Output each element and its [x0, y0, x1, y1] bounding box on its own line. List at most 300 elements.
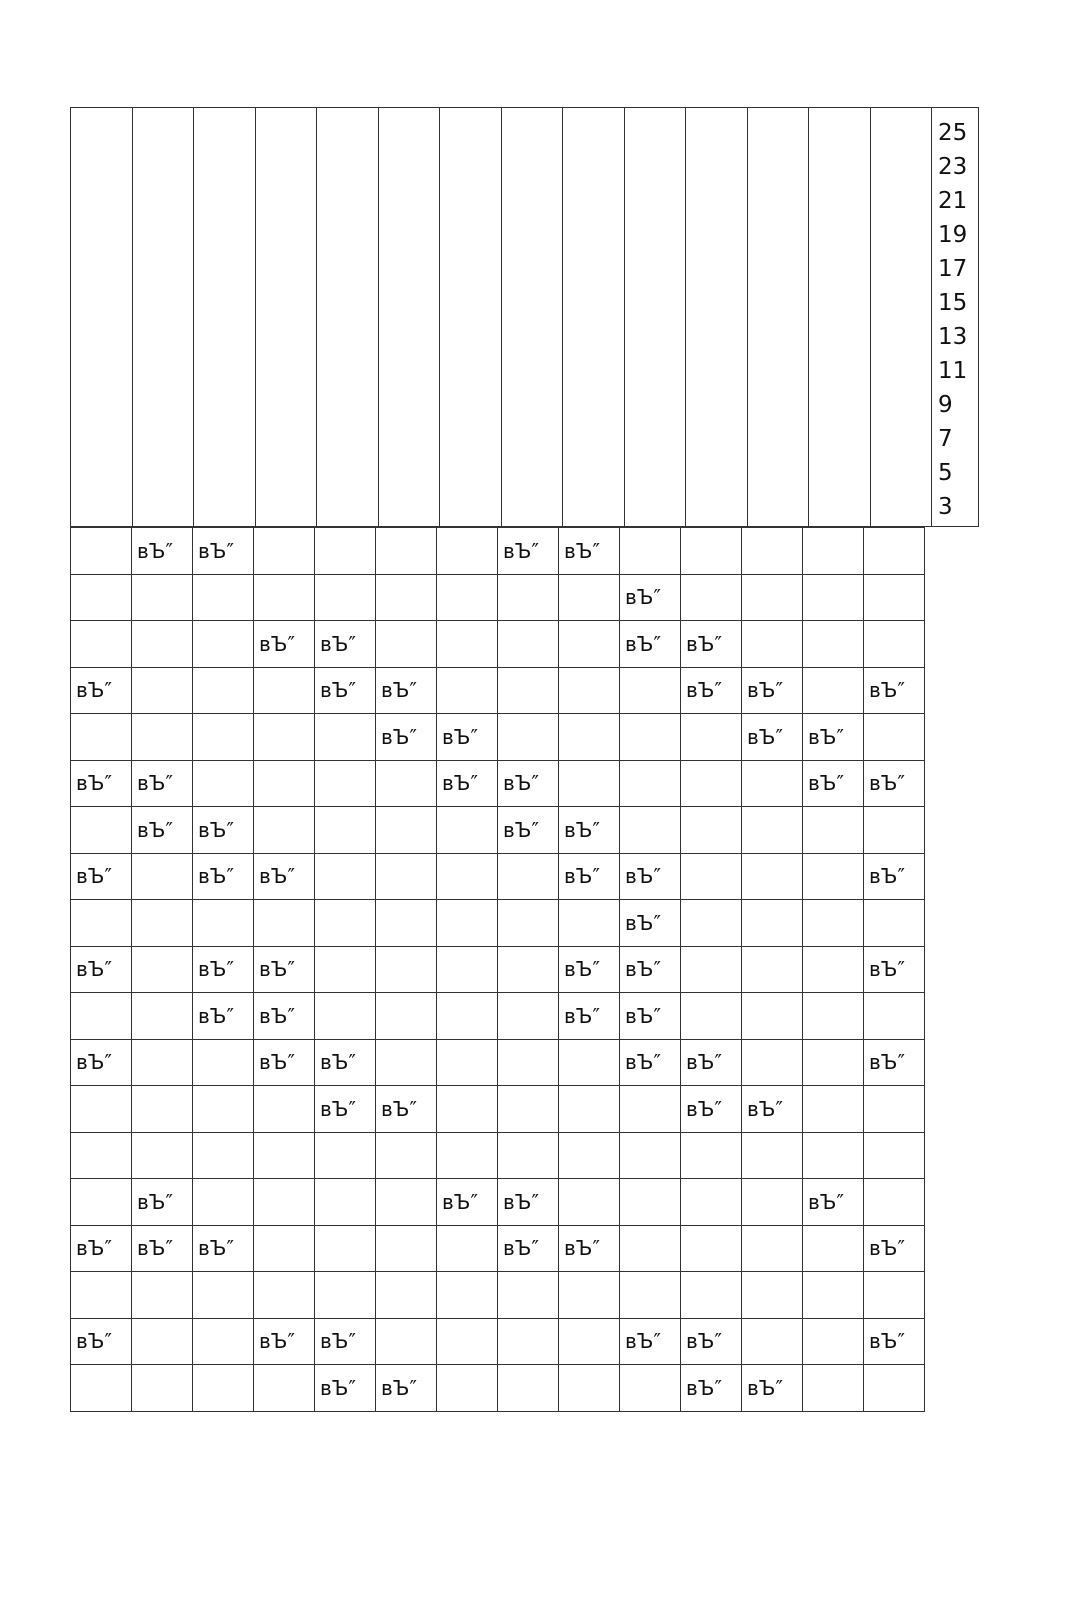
empty-cell: [620, 807, 681, 854]
empty-cell: [254, 667, 315, 714]
row-number: 5: [938, 460, 953, 486]
empty-cell: [193, 1179, 254, 1226]
pattern-grid-body: [71, 528, 925, 1412]
marked-cell: вЪ″: [315, 1365, 376, 1412]
empty-cell: [803, 1039, 864, 1086]
empty-cell: [376, 1179, 437, 1226]
marked-cell: вЪ″: [864, 1225, 925, 1272]
empty-cell: [254, 714, 315, 761]
row-number: 25: [938, 120, 968, 146]
empty-cell: [559, 714, 620, 761]
empty-cell: [254, 1365, 315, 1412]
marked-cell: вЪ″: [620, 993, 681, 1040]
row-number-cell: [932, 108, 979, 527]
empty-cell: [742, 1132, 803, 1179]
empty-cell: [132, 853, 193, 900]
empty-cell: [559, 667, 620, 714]
empty-cell: [315, 807, 376, 854]
marked-cell: вЪ″: [315, 1086, 376, 1133]
marked-cell: вЪ″: [864, 1039, 925, 1086]
empty-cell: [742, 1039, 803, 1086]
empty-cell: [71, 528, 132, 575]
empty-cell: [315, 528, 376, 575]
grid-row: [71, 1179, 925, 1226]
empty-cell: [254, 1132, 315, 1179]
empty-cell: [742, 807, 803, 854]
empty-cell: [498, 853, 559, 900]
empty-cell: [437, 667, 498, 714]
empty-cell: [376, 574, 437, 621]
empty-cell: [803, 574, 864, 621]
empty-cell: [315, 1132, 376, 1179]
row-number: 7: [938, 426, 953, 452]
empty-cell: [376, 853, 437, 900]
empty-cell: [620, 528, 681, 575]
marked-cell: вЪ″: [254, 853, 315, 900]
marked-cell: вЪ″: [132, 760, 193, 807]
empty-cell: [71, 900, 132, 947]
empty-cell: [437, 528, 498, 575]
empty-cell: [315, 714, 376, 761]
marked-cell: вЪ″: [742, 1086, 803, 1133]
empty-cell: [742, 1318, 803, 1365]
empty-cell: [193, 714, 254, 761]
marked-cell: вЪ″: [376, 1365, 437, 1412]
empty-cell: [315, 853, 376, 900]
header-blank-cell: [747, 108, 809, 527]
empty-cell: [71, 621, 132, 668]
marked-cell: вЪ″: [620, 1318, 681, 1365]
marked-cell: вЪ″: [315, 667, 376, 714]
grid-row: [71, 900, 925, 947]
empty-cell: [742, 528, 803, 575]
empty-cell: [864, 528, 925, 575]
marked-cell: вЪ″: [681, 1318, 742, 1365]
header-blank-cell: [501, 108, 563, 527]
header-blank-cell: [378, 108, 440, 527]
empty-cell: [803, 1272, 864, 1319]
empty-cell: [193, 574, 254, 621]
empty-cell: [193, 1318, 254, 1365]
empty-cell: [681, 807, 742, 854]
empty-cell: [864, 900, 925, 947]
marked-cell: вЪ″: [132, 528, 193, 575]
marked-cell: вЪ″: [193, 853, 254, 900]
empty-cell: [193, 1039, 254, 1086]
empty-cell: [254, 1225, 315, 1272]
marked-cell: вЪ″: [437, 760, 498, 807]
empty-cell: [681, 993, 742, 1040]
empty-cell: [71, 807, 132, 854]
empty-cell: [437, 574, 498, 621]
empty-cell: [193, 667, 254, 714]
marked-cell: вЪ″: [498, 807, 559, 854]
empty-cell: [681, 760, 742, 807]
empty-cell: [254, 574, 315, 621]
marked-cell: вЪ″: [254, 621, 315, 668]
empty-cell: [681, 714, 742, 761]
marked-cell: вЪ″: [803, 714, 864, 761]
empty-cell: [376, 1318, 437, 1365]
header-blank-cell: [132, 108, 194, 527]
marked-cell: вЪ″: [193, 528, 254, 575]
marked-cell: вЪ″: [437, 1179, 498, 1226]
marked-cell: вЪ″: [71, 1318, 132, 1365]
grid-row: [71, 946, 925, 993]
marked-cell: вЪ″: [620, 621, 681, 668]
empty-cell: [315, 1225, 376, 1272]
empty-cell: [498, 621, 559, 668]
marked-cell: вЪ″: [193, 946, 254, 993]
empty-cell: [681, 574, 742, 621]
empty-cell: [437, 1318, 498, 1365]
marked-cell: вЪ″: [620, 1039, 681, 1086]
row-number-list: [938, 116, 978, 524]
empty-cell: [742, 1272, 803, 1319]
empty-cell: [681, 1132, 742, 1179]
marked-cell: вЪ″: [559, 946, 620, 993]
empty-cell: [376, 621, 437, 668]
grid-row: [71, 714, 925, 761]
grid-row: [71, 1225, 925, 1272]
empty-cell: [437, 946, 498, 993]
empty-cell: [742, 574, 803, 621]
header-blank-cell: [686, 108, 748, 527]
marked-cell: вЪ″: [559, 807, 620, 854]
empty-cell: [376, 993, 437, 1040]
empty-cell: [559, 900, 620, 947]
empty-cell: [193, 1132, 254, 1179]
empty-cell: [742, 1179, 803, 1226]
empty-cell: [559, 1132, 620, 1179]
marked-cell: вЪ″: [864, 760, 925, 807]
empty-cell: [620, 760, 681, 807]
marked-cell: вЪ″: [864, 946, 925, 993]
marked-cell: вЪ″: [254, 1318, 315, 1365]
marked-cell: вЪ″: [71, 1039, 132, 1086]
empty-cell: [193, 1272, 254, 1319]
empty-cell: [559, 1365, 620, 1412]
empty-cell: [498, 900, 559, 947]
row-number: 11: [938, 358, 968, 384]
grid-row: [71, 1318, 925, 1365]
marked-cell: вЪ″: [193, 1225, 254, 1272]
grid-row: [71, 1365, 925, 1412]
empty-cell: [498, 1318, 559, 1365]
empty-cell: [132, 1365, 193, 1412]
empty-cell: [803, 853, 864, 900]
empty-cell: [437, 993, 498, 1040]
empty-cell: [193, 900, 254, 947]
header-blank-cell: [440, 108, 502, 527]
row-number: 19: [938, 222, 968, 248]
empty-cell: [498, 574, 559, 621]
marked-cell: вЪ″: [71, 667, 132, 714]
empty-cell: [620, 714, 681, 761]
empty-cell: [132, 1272, 193, 1319]
marked-cell: вЪ″: [132, 807, 193, 854]
marked-cell: вЪ″: [803, 1179, 864, 1226]
header-table: [70, 107, 979, 527]
empty-cell: [742, 760, 803, 807]
empty-cell: [498, 714, 559, 761]
marked-cell: вЪ″: [742, 714, 803, 761]
marked-cell: вЪ″: [864, 667, 925, 714]
marked-cell: вЪ″: [681, 1365, 742, 1412]
empty-cell: [437, 1039, 498, 1086]
empty-cell: [315, 760, 376, 807]
marked-cell: вЪ″: [803, 760, 864, 807]
grid-row: [71, 1272, 925, 1319]
empty-cell: [132, 1132, 193, 1179]
marked-cell: вЪ″: [498, 1179, 559, 1226]
marked-cell: вЪ″: [681, 667, 742, 714]
empty-cell: [620, 1179, 681, 1226]
marked-cell: вЪ″: [498, 1225, 559, 1272]
row-number: 23: [938, 154, 968, 180]
empty-cell: [315, 993, 376, 1040]
empty-cell: [315, 574, 376, 621]
pattern-grid-block: [70, 527, 930, 1444]
marked-cell: вЪ″: [620, 900, 681, 947]
marked-cell: вЪ″: [742, 1365, 803, 1412]
empty-cell: [315, 946, 376, 993]
empty-cell: [132, 1039, 193, 1086]
marked-cell: вЪ″: [315, 1318, 376, 1365]
empty-cell: [132, 574, 193, 621]
empty-cell: [864, 1272, 925, 1319]
empty-cell: [498, 1132, 559, 1179]
row-number: 3: [938, 494, 953, 520]
marked-cell: вЪ″: [620, 574, 681, 621]
marked-cell: вЪ″: [559, 853, 620, 900]
marked-cell: вЪ″: [498, 528, 559, 575]
marked-cell: вЪ″: [71, 946, 132, 993]
empty-cell: [437, 807, 498, 854]
marked-cell: вЪ″: [376, 1086, 437, 1133]
empty-cell: [742, 1225, 803, 1272]
header-blank-cell: [255, 108, 317, 527]
empty-cell: [559, 1318, 620, 1365]
empty-cell: [437, 1365, 498, 1412]
marked-cell: вЪ″: [559, 1225, 620, 1272]
empty-cell: [315, 900, 376, 947]
marked-cell: вЪ″: [864, 853, 925, 900]
empty-cell: [803, 621, 864, 668]
empty-cell: [498, 1039, 559, 1086]
empty-cell: [803, 807, 864, 854]
marked-cell: вЪ″: [620, 946, 681, 993]
empty-cell: [803, 1365, 864, 1412]
empty-cell: [498, 1365, 559, 1412]
empty-cell: [742, 853, 803, 900]
marked-cell: вЪ″: [132, 1225, 193, 1272]
marked-cell: вЪ″: [437, 714, 498, 761]
row-number: 21: [938, 188, 968, 214]
marked-cell: вЪ″: [559, 528, 620, 575]
empty-cell: [864, 1179, 925, 1226]
empty-cell: [376, 900, 437, 947]
empty-cell: [864, 1365, 925, 1412]
empty-cell: [71, 1086, 132, 1133]
grid-row: [71, 760, 925, 807]
empty-cell: [620, 1272, 681, 1319]
empty-cell: [864, 993, 925, 1040]
empty-cell: [559, 1086, 620, 1133]
empty-cell: [71, 1179, 132, 1226]
grid-row: [71, 667, 925, 714]
empty-cell: [132, 993, 193, 1040]
marked-cell: вЪ″: [193, 807, 254, 854]
header-row: [71, 108, 979, 527]
empty-cell: [559, 574, 620, 621]
empty-cell: [498, 667, 559, 714]
header-blank-cell: [317, 108, 379, 527]
empty-cell: [132, 714, 193, 761]
header-blank-cell: [870, 108, 932, 527]
grid-row: [71, 621, 925, 668]
header-blank-cell: [624, 108, 686, 527]
empty-cell: [315, 1272, 376, 1319]
empty-cell: [71, 1272, 132, 1319]
grid-row: [71, 1039, 925, 1086]
empty-cell: [376, 528, 437, 575]
empty-cell: [681, 900, 742, 947]
marked-cell: вЪ″: [71, 853, 132, 900]
row-number: 15: [938, 290, 968, 316]
empty-cell: [254, 528, 315, 575]
empty-cell: [803, 993, 864, 1040]
empty-cell: [376, 807, 437, 854]
marked-cell: вЪ″: [254, 993, 315, 1040]
empty-cell: [803, 900, 864, 947]
empty-cell: [864, 807, 925, 854]
empty-cell: [437, 900, 498, 947]
empty-cell: [498, 946, 559, 993]
marked-cell: вЪ″: [742, 667, 803, 714]
grid-row: [71, 1132, 925, 1179]
empty-cell: [376, 1132, 437, 1179]
empty-cell: [498, 1086, 559, 1133]
empty-cell: [193, 1086, 254, 1133]
empty-cell: [376, 946, 437, 993]
marked-cell: вЪ″: [71, 760, 132, 807]
marked-cell: вЪ″: [376, 714, 437, 761]
empty-cell: [254, 1179, 315, 1226]
empty-cell: [620, 667, 681, 714]
header-block: [70, 107, 979, 527]
empty-cell: [742, 993, 803, 1040]
marked-cell: вЪ″: [71, 1225, 132, 1272]
empty-cell: [376, 1225, 437, 1272]
row-number: 13: [938, 324, 968, 350]
empty-cell: [437, 1225, 498, 1272]
grid-row: [71, 574, 925, 621]
pattern-grid: [70, 527, 925, 1412]
grid-row: [71, 528, 925, 575]
empty-cell: [437, 1086, 498, 1133]
empty-cell: [864, 714, 925, 761]
empty-cell: [376, 1272, 437, 1319]
empty-cell: [193, 1365, 254, 1412]
marked-cell: вЪ″: [254, 946, 315, 993]
empty-cell: [71, 714, 132, 761]
row-number: 9: [938, 392, 953, 418]
empty-cell: [498, 1272, 559, 1319]
marked-cell: вЪ″: [315, 1039, 376, 1086]
empty-cell: [681, 1179, 742, 1226]
empty-cell: [71, 1132, 132, 1179]
grid-row: [71, 993, 925, 1040]
header-blank-cell: [809, 108, 871, 527]
empty-cell: [71, 574, 132, 621]
empty-cell: [681, 946, 742, 993]
empty-cell: [254, 760, 315, 807]
empty-cell: [193, 760, 254, 807]
empty-cell: [742, 621, 803, 668]
empty-cell: [864, 621, 925, 668]
empty-cell: [254, 1272, 315, 1319]
row-number: 17: [938, 256, 968, 282]
empty-cell: [498, 993, 559, 1040]
empty-cell: [437, 853, 498, 900]
empty-cell: [803, 1086, 864, 1133]
empty-cell: [254, 900, 315, 947]
empty-cell: [803, 1318, 864, 1365]
empty-cell: [437, 1132, 498, 1179]
empty-cell: [132, 1318, 193, 1365]
empty-cell: [132, 667, 193, 714]
empty-cell: [803, 1132, 864, 1179]
empty-cell: [803, 667, 864, 714]
marked-cell: вЪ″: [376, 667, 437, 714]
header-blank-cell: [194, 108, 256, 527]
empty-cell: [559, 1039, 620, 1086]
empty-cell: [559, 1272, 620, 1319]
empty-cell: [803, 1225, 864, 1272]
empty-cell: [681, 853, 742, 900]
empty-cell: [254, 1086, 315, 1133]
empty-cell: [742, 946, 803, 993]
empty-cell: [559, 621, 620, 668]
empty-cell: [681, 1272, 742, 1319]
empty-cell: [864, 1086, 925, 1133]
empty-cell: [71, 993, 132, 1040]
empty-cell: [132, 900, 193, 947]
empty-cell: [620, 1365, 681, 1412]
marked-cell: вЪ″: [193, 993, 254, 1040]
marked-cell: вЪ″: [864, 1318, 925, 1365]
grid-row: [71, 807, 925, 854]
marked-cell: вЪ″: [315, 621, 376, 668]
empty-cell: [681, 1225, 742, 1272]
empty-cell: [864, 574, 925, 621]
grid-row: [71, 1086, 925, 1133]
marked-cell: вЪ″: [620, 853, 681, 900]
marked-cell: вЪ″: [132, 1179, 193, 1226]
empty-cell: [376, 760, 437, 807]
empty-cell: [559, 760, 620, 807]
empty-cell: [803, 946, 864, 993]
empty-cell: [132, 1086, 193, 1133]
empty-cell: [681, 528, 742, 575]
marked-cell: вЪ″: [681, 1039, 742, 1086]
marked-cell: вЪ″: [681, 1086, 742, 1133]
marked-cell: вЪ″: [498, 760, 559, 807]
empty-cell: [620, 1132, 681, 1179]
empty-cell: [254, 807, 315, 854]
header-blank-cell: [71, 108, 133, 527]
